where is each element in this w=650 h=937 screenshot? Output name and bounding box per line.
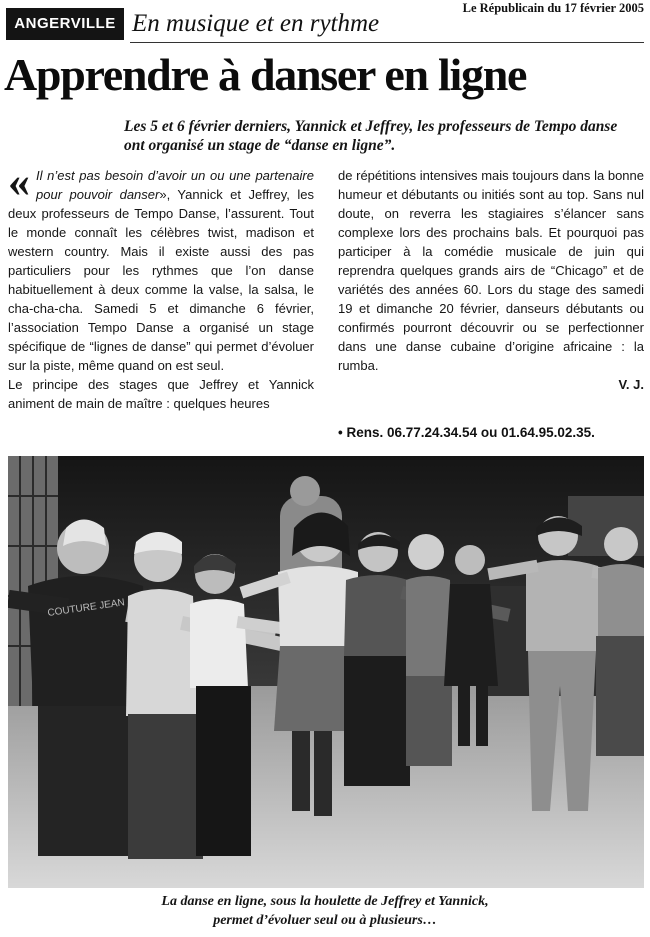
lead-quote-text: Il n’est pas besoin d’avoir un ou une partenaire pour pouvoir danser (36, 168, 314, 202)
standfirst (124, 117, 634, 155)
column-2-text: de répétitions intensives mais toujours dans la bonne humeur et débutants ou initiés sont au top. Sans nul doute, on reverra les stagiaires s’élancer sans complexe lors des prochains bals. Et pourquoi pas participer à la comédie musicale de juin qui reprendra quelques grands airs de “Chicago” et de variétés des années 60. Lors du stage des samedi 19 et dimanche 20 février, danseurs débutants ou confirmés pourront découvrir ou se perfectionner dans une danse cubaine d’origine africaine : la rumba. (338, 168, 644, 373)
rubric-title: En musique et en rythme (132, 10, 380, 37)
lead-paragraph (8, 157, 314, 375)
headline: Apprendre à danser en ligne (4, 49, 527, 100)
shirt-text: COUTURE JEAN (46, 597, 126, 619)
standfirst-line-2: ont organisé un stage de “danse en ligne”. (124, 137, 396, 154)
second-paragraph: Le principe des stages que Jeffrey et Yannick animent de main de maître : quelques heures (8, 377, 314, 411)
article-column-1 (8, 157, 314, 413)
contact-info: • Rens. 06.77.24.34.54 ou 01.64.95.02.35. (338, 425, 595, 440)
dance-photo (8, 456, 644, 888)
source-line: Le Républicain du 17 février 2005 (462, 1, 644, 15)
lead-paragraph-text: », Yannick et Jeffrey, les deux professeurs de Tempo Danse, l’assurent. Tout le monde connaît les célèbres twist, madison et western country. Mais il existe aussi des pas particuliers pour les rythmes que l’on danse habituellement à deux comme la valse, la salsa, le cha-cha-cha. Samedi 5 et dimanche 6 février, l’association Tempo Danse a organisé un stage spécifique de “lignes de danse” qui permet d’évoluer sur la piste, même quand on est seul. (8, 187, 314, 373)
photo-caption (20, 892, 630, 930)
standfirst-line-1: Les 5 et 6 février derniers, Yannick et Jeffrey, les professeurs de Tempo danse (124, 118, 618, 135)
author-signature: V. J. (618, 377, 644, 392)
article-column-2 (338, 166, 644, 394)
section-tag: ANGERVILLE (6, 8, 124, 40)
header-rule (130, 42, 644, 43)
dance-photo-illustration (8, 456, 644, 888)
caption-line-1: La danse en ligne, sous la houlette de Jeffrey et Yannick, (161, 894, 489, 909)
lead-quote-mark: « (8, 157, 30, 206)
caption-line-2: permet d’évoluer seul ou à plusieurs… (213, 913, 437, 928)
